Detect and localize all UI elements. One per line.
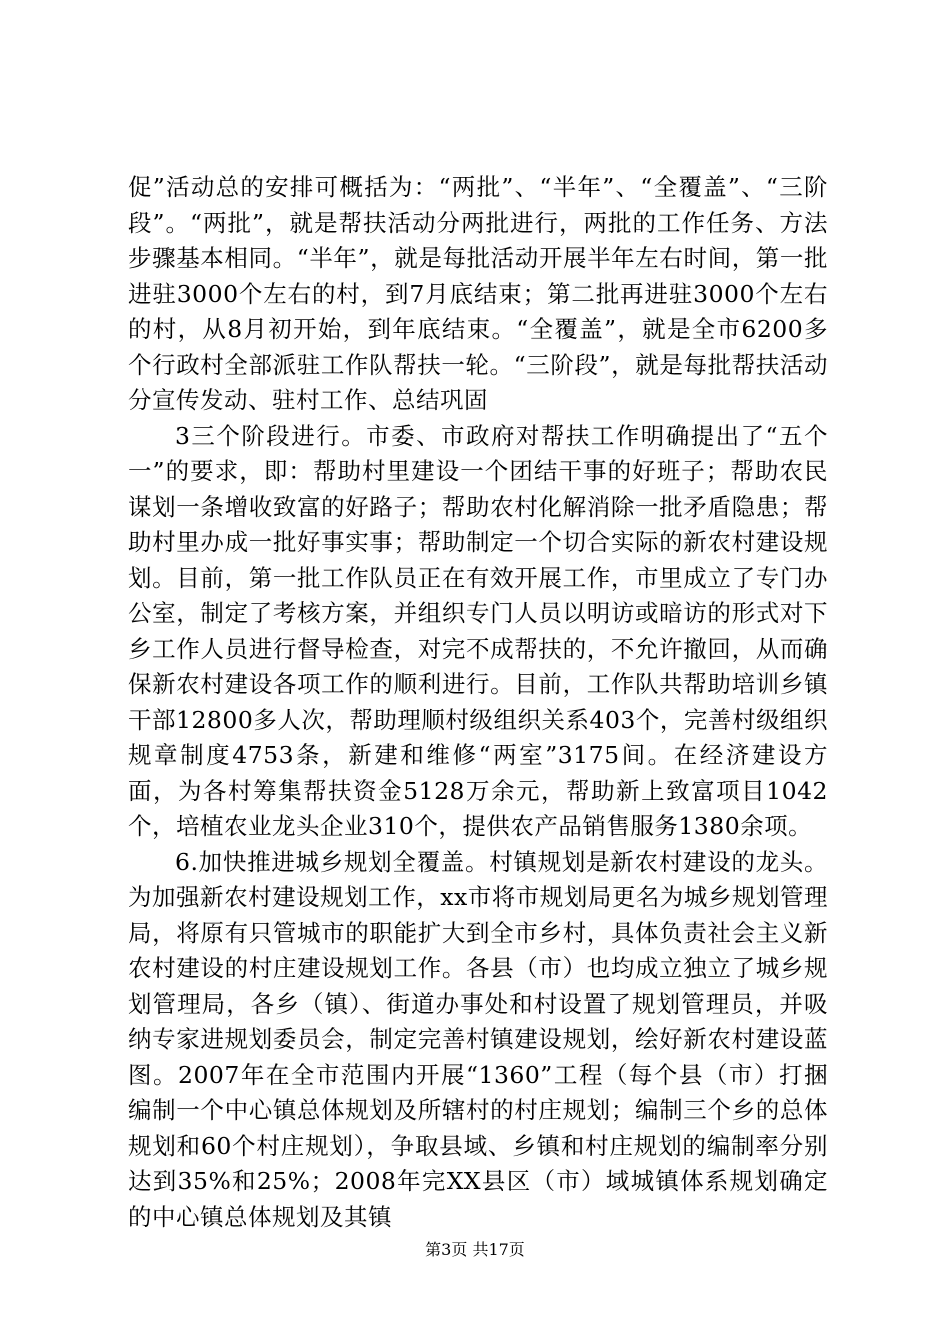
page-footer: 第3页 共17页 — [425, 1240, 525, 1259]
paragraph-1: 促”活动总的安排可概括为：“两批”、“半年”、“全覆盖”、“三阶段”。“两批”，就是帮扶活动分两批进行，两批的工作任务、方法步骤基本相同。“半年”，就是每批活动开展半年左右时间，第一批进驻3000个左右的村，到7月底结束；第二批再进驻3000个左右的村，从8月初开始，到年底结束。“全覆盖”，就是全市6200多个行政村全部派驻工作队帮扶一轮。“三阶段”，就是每批帮扶活动分宣传发动、驻村工作、总结巩固 — [128, 173, 828, 414]
paragraph-2: 3三个阶段进行。市委、市政府对帮扶工作明确提出了“五个一”的要求，即：帮助村里建设一个团结干事的好班子；帮助农民谋划一条增收致富的好路子；帮助农村化解消除一批矛盾隐患；帮助村里办成一批好事实事；帮助制定一个切合实际的新农村建设规划。目前，第一批工作队员正在有效开展工作，市里成立了专门办公室，制定了考核方案，并组织专门人员以明访或暗访的形式对下乡工作人员进行督导检查，对完不成帮扶的，不允许撤回，从而确保新农村建设各项工作的顺利进行。目前，工作队共帮助培训乡镇干部12800多人次，帮助理顺村级组织关系403个，完善村级组织规章制度4753条，新建和维修“两室”3175间。在经济建设方面，为各村筹集帮扶资金5128万余元，帮助新上致富项目1042个，培植农业龙头企业310个，提供农产品销售服务1380余项。 — [128, 421, 828, 840]
document-body — [128, 170, 828, 1235]
paragraph-3: 6.加快推进城乡规划全覆盖。村镇规划是新农村建设的龙头。为加强新农村建设规划工作，xx市将市规划局更名为城乡规划管理局，将原有只管城市的职能扩大到全市乡村，具体负责社会主义新农村建设的村庄建设规划工作。各县（市）也均成立独立了城乡规划管理局，各乡（镇）、街道办事处和村设置了规划管理员，并吸纳专家进规划委员会，制定完善村镇建设规划，绘好新农村建设蓝图。2007年在全市范围内开展“1360”工程（每个县（市）打捆编制一个中心镇总体规划及所辖村的村庄规划；编制三个乡的总体规划和60个村庄规划），争取县域、乡镇和村庄规划的编制率分别达到35%和25%；2008年完XX县区（市）域城镇体系规划确定的中心镇总体规划及其镇 — [128, 847, 828, 1231]
